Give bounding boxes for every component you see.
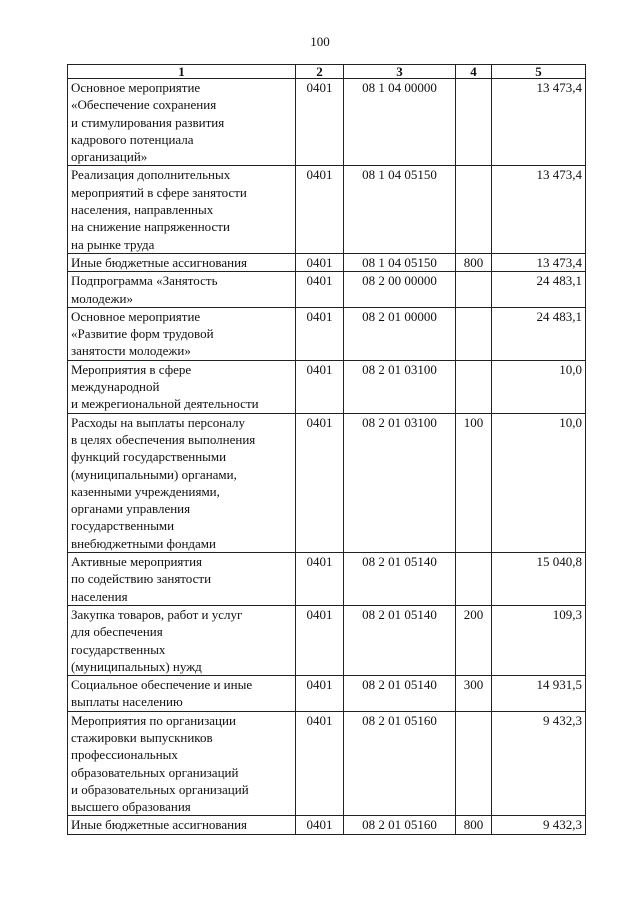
row-amount: 9 432,3 — [492, 816, 586, 834]
row-expense-type — [456, 360, 492, 413]
table-row — [68, 676, 586, 712]
row-amount: 10,0 — [492, 360, 586, 413]
row-amount: 13 473,4 — [492, 253, 586, 271]
row-name: Социальное обеспечение и иные выплаты населению — [68, 676, 296, 712]
row-target-code: 08 2 01 03100 — [344, 413, 456, 552]
row-section: 0401 — [296, 676, 344, 712]
row-section: 0401 — [296, 605, 344, 675]
table-row — [68, 605, 586, 675]
row-name: Основное мероприятие «Обеспечение сохранения и стимулирования развития кадрового потенциала организаций» — [68, 79, 296, 166]
row-amount: 13 473,4 — [492, 166, 586, 253]
row-amount: 14 931,5 — [492, 676, 586, 712]
row-target-code: 08 2 01 03100 — [344, 360, 456, 413]
table-row — [68, 711, 586, 816]
row-section: 0401 — [296, 711, 344, 816]
row-target-code: 08 2 01 05140 — [344, 676, 456, 712]
row-target-code: 08 2 01 05140 — [344, 553, 456, 606]
row-target-code: 08 2 01 05160 — [344, 816, 456, 834]
row-expense-type — [456, 79, 492, 166]
budget-table — [67, 64, 586, 835]
row-expense-type: 100 — [456, 413, 492, 552]
row-name: Расходы на выплаты персоналу в целях обеспечения выполнения функций государственными (муниципальными) органами, казенными учреждениями, органами управления государственными внебюджетными фондами — [68, 413, 296, 552]
row-name: Реализация дополнительных мероприятий в сфере занятости населения, направленных на снижение напряженности на рынке труда — [68, 166, 296, 253]
row-expense-type: 800 — [456, 253, 492, 271]
table-row — [68, 166, 586, 253]
row-name: Иные бюджетные ассигнования — [68, 253, 296, 271]
row-name: Мероприятия в сфере международной и межрегиональной деятельности — [68, 360, 296, 413]
table-row — [68, 360, 586, 413]
row-amount: 15 040,8 — [492, 553, 586, 606]
header-col-3: 3 — [344, 65, 456, 79]
row-amount: 24 483,1 — [492, 272, 586, 308]
row-section: 0401 — [296, 253, 344, 271]
row-target-code: 08 2 00 00000 — [344, 272, 456, 308]
row-expense-type — [456, 272, 492, 308]
row-expense-type — [456, 711, 492, 816]
row-name: Закупка товаров, работ и услуг для обеспечения государственных (муниципальных) нужд — [68, 605, 296, 675]
header-col-5: 5 — [492, 65, 586, 79]
row-target-code: 08 1 04 00000 — [344, 79, 456, 166]
row-section: 0401 — [296, 553, 344, 606]
row-amount: 9 432,3 — [492, 711, 586, 816]
row-section: 0401 — [296, 413, 344, 552]
row-name: Мероприятия по организации стажировки выпускников профессиональных образовательных организаций и образовательных организаций высшего образования — [68, 711, 296, 816]
table-row — [68, 553, 586, 606]
row-target-code: 08 2 01 05140 — [344, 605, 456, 675]
header-col-1: 1 — [68, 65, 296, 79]
table-row — [68, 307, 586, 360]
header-row — [68, 65, 586, 79]
table-row — [68, 79, 586, 166]
row-target-code: 08 2 01 05160 — [344, 711, 456, 816]
row-section: 0401 — [296, 79, 344, 166]
row-section: 0401 — [296, 307, 344, 360]
table-row — [68, 272, 586, 308]
row-section: 0401 — [296, 816, 344, 834]
row-amount: 13 473,4 — [492, 79, 586, 166]
table-row — [68, 253, 586, 271]
row-expense-type — [456, 553, 492, 606]
header-col-4: 4 — [456, 65, 492, 79]
header-col-2: 2 — [296, 65, 344, 79]
row-name: Иные бюджетные ассигнования — [68, 816, 296, 834]
table-body — [68, 79, 586, 835]
row-name: Основное мероприятие «Развитие форм трудовой занятости молодежи» — [68, 307, 296, 360]
row-section: 0401 — [296, 360, 344, 413]
row-section: 0401 — [296, 166, 344, 253]
row-expense-type — [456, 166, 492, 253]
row-name: Активные мероприятия по содействию занятости населения — [68, 553, 296, 606]
row-amount: 24 483,1 — [492, 307, 586, 360]
page-number: 100 — [310, 34, 330, 49]
table-row — [68, 816, 586, 834]
row-target-code: 08 1 04 05150 — [344, 166, 456, 253]
row-section: 0401 — [296, 272, 344, 308]
row-expense-type: 800 — [456, 816, 492, 834]
row-amount: 10,0 — [492, 413, 586, 552]
row-expense-type: 200 — [456, 605, 492, 675]
row-name: Подпрограмма «Занятость молодежи» — [68, 272, 296, 308]
row-expense-type — [456, 307, 492, 360]
row-target-code: 08 2 01 00000 — [344, 307, 456, 360]
row-target-code: 08 1 04 05150 — [344, 253, 456, 271]
row-expense-type: 300 — [456, 676, 492, 712]
table-row — [68, 413, 586, 552]
row-amount: 109,3 — [492, 605, 586, 675]
